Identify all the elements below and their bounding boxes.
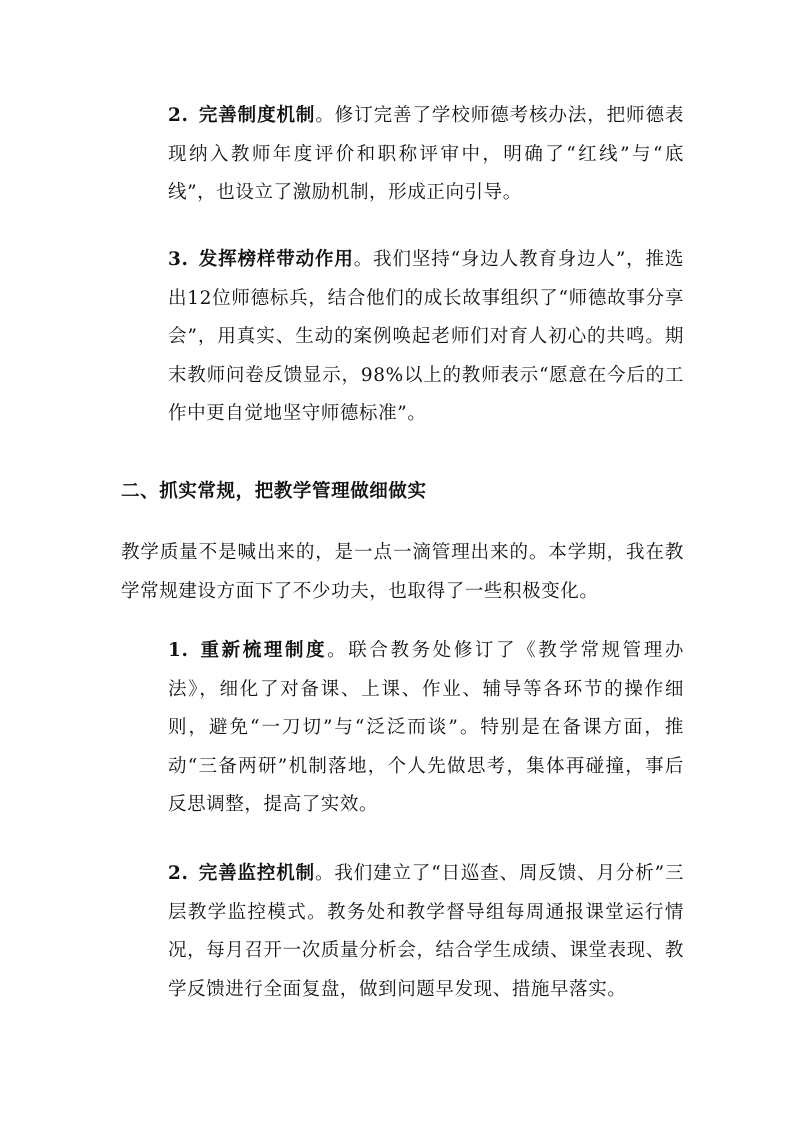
item-lead: 完善制度机制 <box>198 105 316 126</box>
list-item <box>168 241 684 434</box>
item-text: 。修订完善了学校师德考核办法，把师德表现纳入教师年度评价和职称评审中，明确了“红线”与“底线”，也设立了激励机制，形成正向引导。 <box>168 105 684 203</box>
item-lead: 重新梳理制度 <box>198 640 328 661</box>
item-number: 2. <box>168 863 189 884</box>
list-item <box>168 855 684 1009</box>
list-item <box>168 632 684 825</box>
section-heading: 二、抓实常规，把教学管理做细做实 <box>121 481 427 502</box>
list-item <box>168 97 684 213</box>
item-number: 2. <box>168 105 189 126</box>
item-lead: 发挥榜样带动作用 <box>198 249 354 270</box>
item-text: 。我们坚持“身边人教育身边人”，推选出12位师德标兵，结合他们的成长故事组织了“师德故事分享会”，用真实、生动的案例唤起老师们对育人初心的共鸣。期末教师问卷反馈显示，98%以上的教师表示“愿意在今后的工作中更自觉地坚守师德标准”。 <box>168 249 684 424</box>
item-number: 1. <box>168 640 189 661</box>
item-text: 。我们建立了“日巡查、周反馈、月分析”三层教学监控模式。教务处和教学督导组每周通报课堂运行情况，每月召开一次质量分析会，结合学生成绩、课堂表现、教学反馈进行全面复盘，做到问题早发现、措施早落实。 <box>168 863 684 1000</box>
item-text: 。联合教务处修订了《教学常规管理办法》，细化了对备课、上课、作业、辅导等各环节的操作细则，避免“一刀切”与“泛泛而谈”。特别是在备课方面，推动“三备两研”机制落地，个人先做思考，集体再碰撞，事后反思调整，提高了实效。 <box>168 640 684 815</box>
item-number: 3. <box>168 249 189 270</box>
section-intro: 教学质量不是喊出来的，是一点一滴管理出来的。本学期，我在教学常规建设方面下了不少功夫，也取得了一些积极变化。 <box>121 542 684 602</box>
item-lead: 完善监控机制 <box>198 863 315 884</box>
